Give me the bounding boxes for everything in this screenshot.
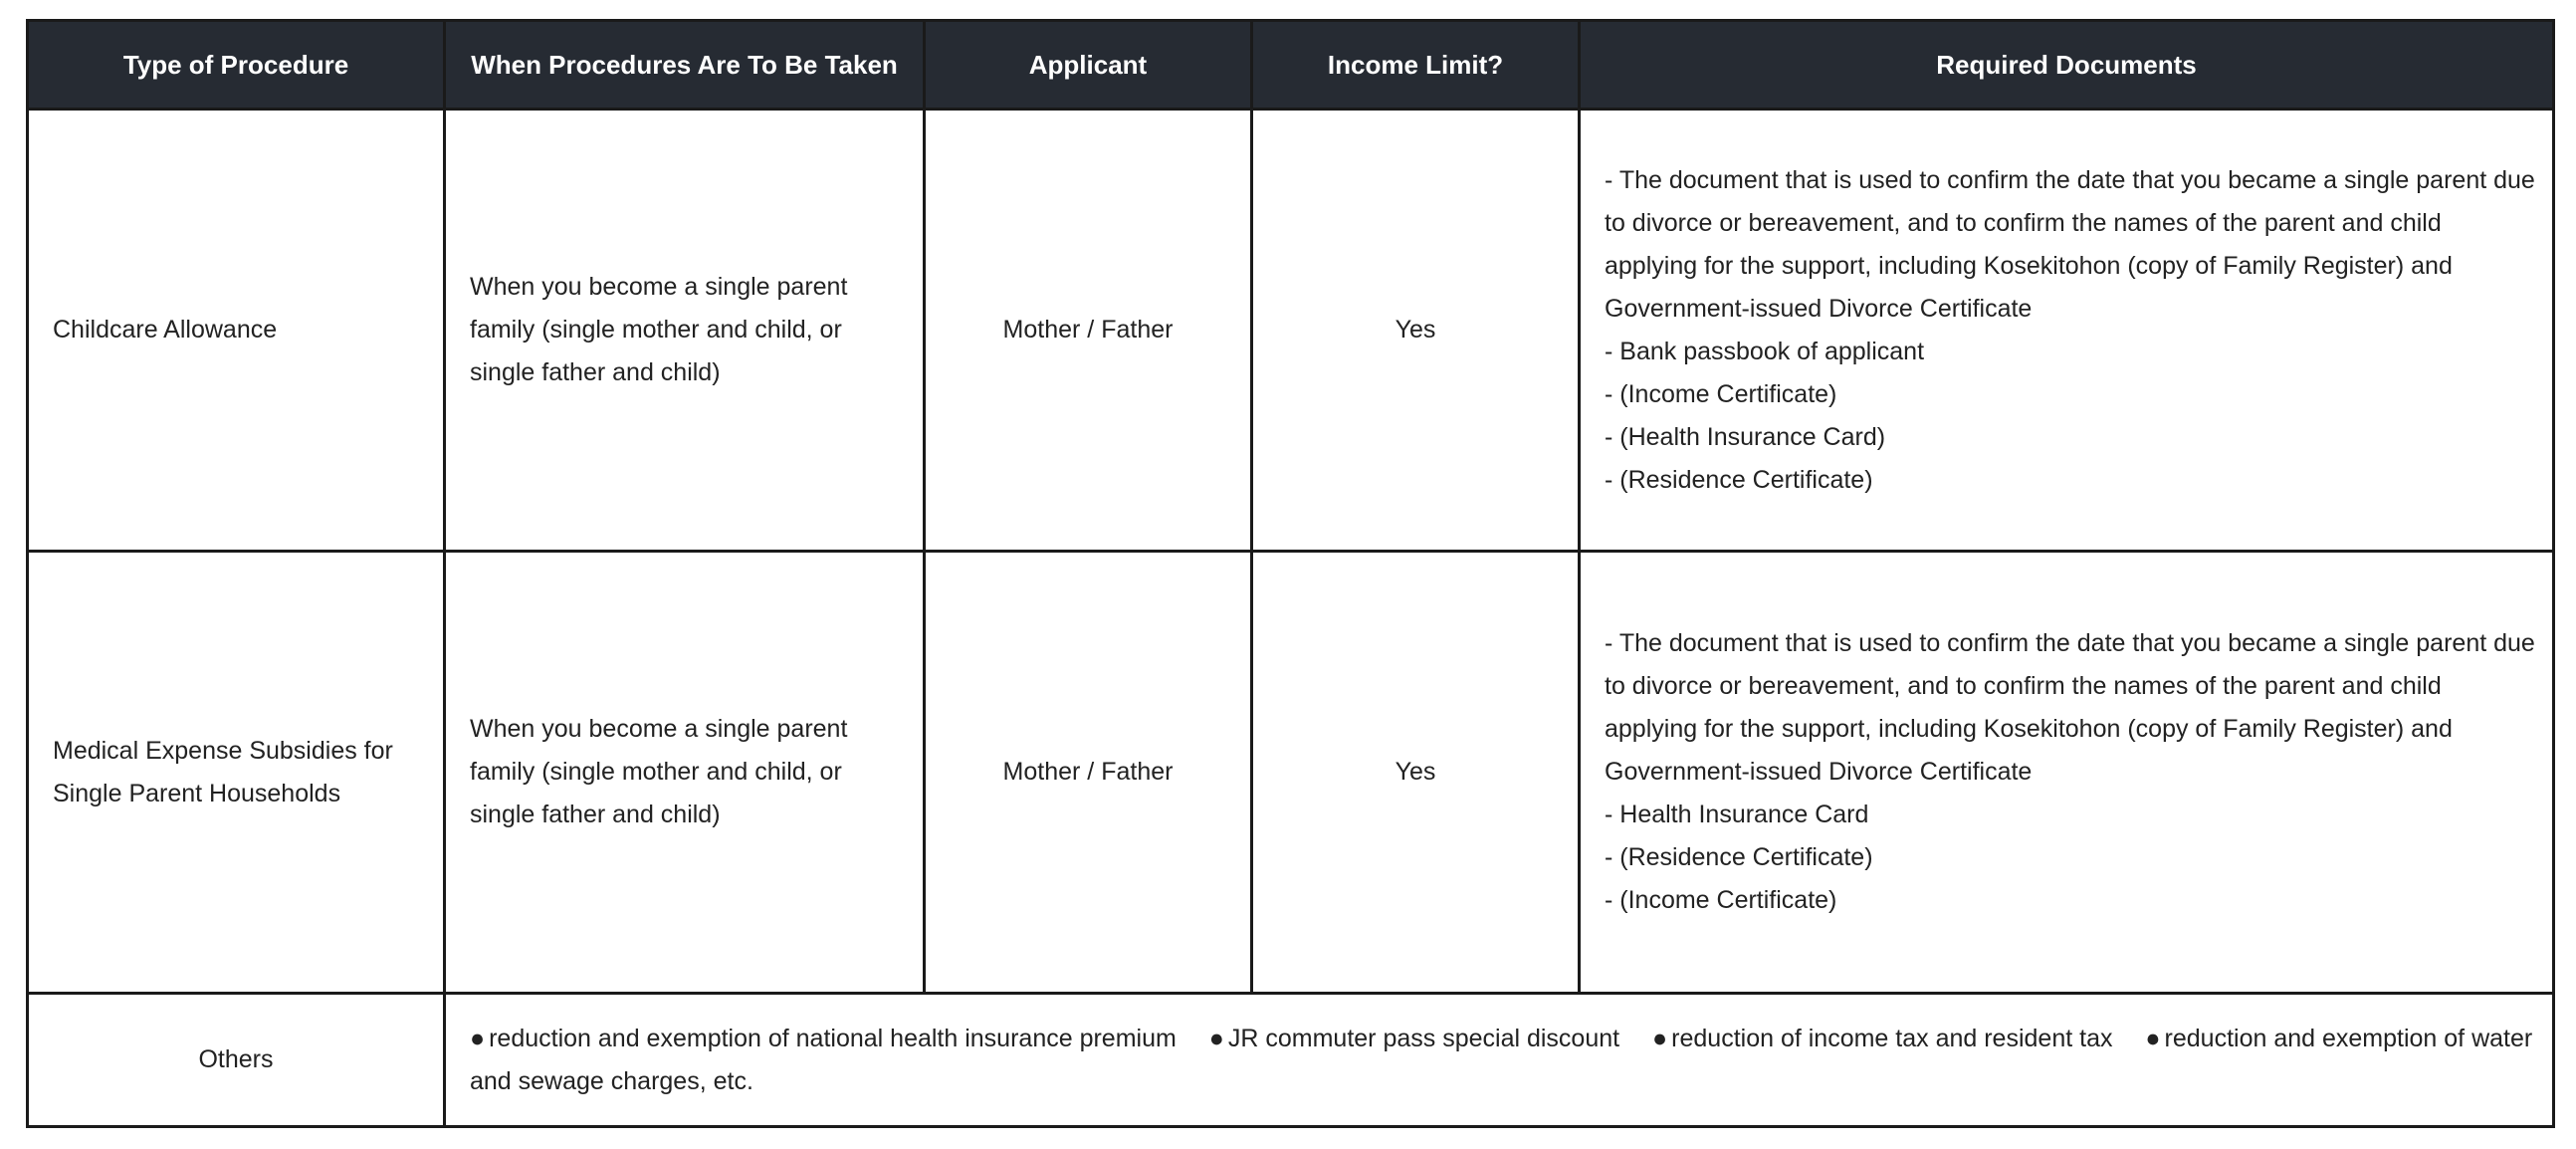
others-item-text: JR commuter pass special discount: [1227, 1024, 1620, 1052]
document-item: - Bank passbook of applicant: [1605, 337, 1925, 365]
others-item: [1209, 1025, 1619, 1052]
bullet-icon: ●: [1208, 1024, 1224, 1052]
others-item: [1652, 1025, 2112, 1052]
required-documents-cell: [1580, 110, 2554, 552]
header-when-procedures: When Procedures Are To Be Taken: [445, 21, 925, 110]
others-row: [28, 994, 2554, 1127]
others-item-text: reduction and exemption of water and sewage charges, etc.: [470, 1024, 2533, 1095]
required-documents-cell: [1580, 552, 2554, 994]
table-row: [28, 110, 2554, 552]
income-limit-cell: Yes: [1252, 110, 1580, 552]
applicant-cell: Mother / Father: [925, 110, 1252, 552]
header-income-limit: Income Limit?: [1252, 21, 1580, 110]
document-item: - (Residence Certificate): [1605, 465, 1873, 494]
bullet-icon: ●: [2145, 1024, 2161, 1052]
document-item: - (Health Insurance Card): [1605, 422, 1886, 451]
document-item: - The document that is used to confirm the date that you became a single parent due to divorce or bereavement, and to confirm the names of the parent and child applying for the support, including Kosekitohon (copy of Family Register) and Government-issued Divorce Certificate: [1605, 629, 2535, 786]
income-limit-cell: Yes: [1252, 552, 1580, 994]
header-applicant: Applicant: [925, 21, 1252, 110]
document-item: - The document that is used to confirm the date that you became a single parent due to divorce or bereavement, and to confirm the names of the parent and child applying for the support, including Kosekitohon (copy of Family Register) and Government-issued Divorce Certificate: [1605, 165, 2535, 323]
others-item: [470, 1025, 1177, 1052]
when-cell: When you become a single parent family (single mother and child, or single father and child): [445, 552, 925, 994]
bullet-icon: ●: [470, 1024, 486, 1052]
others-content: [445, 994, 2554, 1127]
procedure-type-cell: Medical Expense Subsidies for Single Parent Households: [28, 552, 445, 994]
document-item: - (Residence Certificate): [1605, 843, 1873, 871]
others-item-text: reduction of income tax and resident tax: [1671, 1024, 2113, 1052]
document-item: - Health Insurance Card: [1605, 801, 1869, 828]
procedures-table: [26, 19, 2555, 1128]
procedures-table-container: [26, 19, 2552, 1128]
bullet-icon: ●: [1652, 1024, 1668, 1052]
when-cell: When you become a single parent family (single mother and child, or single father and child): [445, 110, 925, 552]
document-item: - (Income Certificate): [1605, 886, 1837, 914]
document-item: - (Income Certificate): [1605, 379, 1837, 408]
header-required-documents: Required Documents: [1580, 21, 2554, 110]
procedure-type-cell: Childcare Allowance: [28, 110, 445, 552]
others-label: Others: [28, 994, 445, 1127]
header-type-of-procedure: Type of Procedure: [28, 21, 445, 110]
applicant-cell: Mother / Father: [925, 552, 1252, 994]
table-row: [28, 552, 2554, 994]
others-item-text: reduction and exemption of national health insurance premium: [489, 1024, 1177, 1052]
table-header-row: [28, 21, 2554, 110]
